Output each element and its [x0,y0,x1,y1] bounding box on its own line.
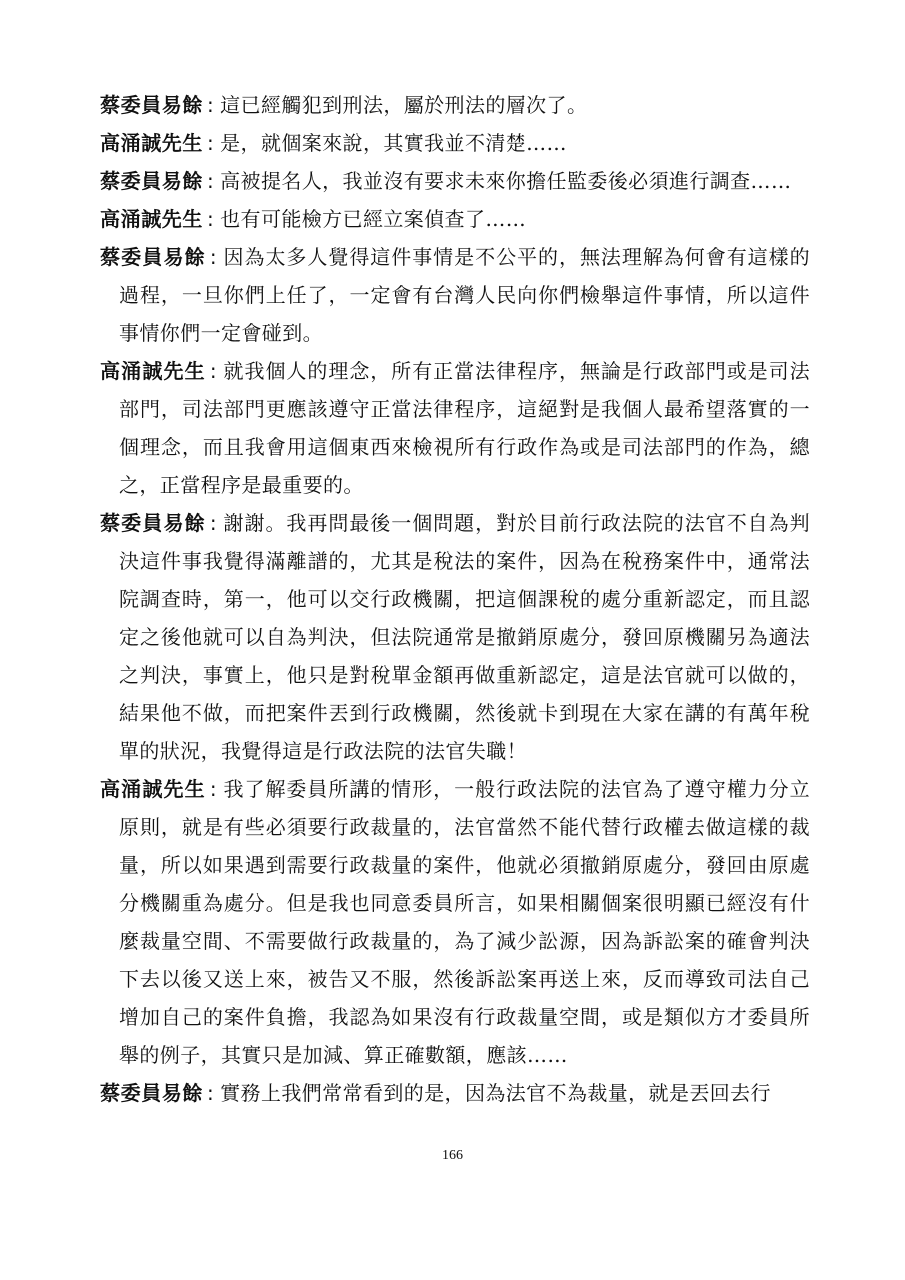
speaker-separator: : [209,245,217,269]
speaker-separator: : [207,131,215,155]
turn-text: 謝謝。我再問最後一個問題，對於目前行政法院的法官不自為判決這件事我覺得滿離譜的，尤其是稅法的案件，因為在稅務案件中，通常法院調查時，第一，他可以交行政機關，把這個課稅的處分重新認定，而且認定之後他就可以自為判決，但法院通常是撤銷原處分，發回原機關另為適法之判決，事實上，他只是對稅單金額再做重新認定，這是法官就可以做的，結果他不做，而把案件丟到行政機關，然後就卡到現在大家在講的有萬年稅單的狀況，我覺得這是行政法院的法官失職！ [119,511,810,763]
speaker-name: 高涌誠先生 [100,777,206,801]
speaker-separator: : [209,511,217,535]
turn-text: 就我個人的理念，所有正當法律程序，無論是行政部門或是司法部門，司法部門更應該遵守正當法律程序，這絕對是我個人最希望落實的一個理念，而且我會用這個東西來檢視所有行政作為或是司法部門的作為，總之，正當程序是最重要的。 [119,359,810,497]
transcript-turn [100,200,810,238]
turn-text: 實務上我們常常看到的是，因為法官不為裁量，就是丟回去行 [220,1081,771,1105]
transcript-body [100,86,810,1112]
speaker-separator: : [207,1081,215,1105]
speaker-separator: : [207,169,215,193]
speaker-name: 蔡委員易餘 [100,1081,203,1105]
speaker-name: 蔡委員易餘 [100,169,203,193]
speaker-name: 高涌誠先生 [100,207,203,231]
transcript-turn [100,352,810,504]
speaker-separator: : [207,207,215,231]
transcript-turn [100,86,810,124]
speaker-name: 蔡委員易餘 [100,511,206,535]
transcript-turn [100,124,810,162]
turn-text: 也有可能檢方已經立案偵查了…… [220,207,527,231]
transcript-turn [100,770,810,1074]
speaker-name: 高涌誠先生 [100,359,206,383]
turn-text: 我了解委員所講的情形，一般行政法院的法官為了遵守權力分立原則，就是有些必須要行政裁量的，法官當然不能代替行政權去做這樣的裁量，所以如果遇到需要行政裁量的案件，他就必須撤銷原處分，發回由原處分機關重為處分。但是我也同意委員所言，如果相關個案很明顯已經沒有什麼裁量空間、不需要做行政裁量的，為了減少訟源，因為訴訟案的確會判決下去以後又送上來，被告又不服，然後訴訟案再送上來，反而導致司法自己增加自己的案件負擔，我認為如果沒有行政裁量空間，或是類似方才委員所舉的例子，其實只是加減、算正確數額，應該…… [119,777,810,1067]
turn-text: 這已經觸犯到刑法，屬於刑法的層次了。 [220,93,588,117]
transcript-turn [100,238,810,352]
speaker-separator: : [207,93,215,117]
transcript-turn [100,504,810,770]
transcript-turn [100,1074,810,1112]
page-number: 166 [442,1148,463,1163]
turn-text: 是，就個案來說，其實我並不清楚…… [220,131,567,155]
turn-text: 高被提名人，我並沒有要求未來你擔任監委後必須進行調查…… [220,169,792,193]
speaker-name: 蔡委員易餘 [100,93,203,117]
speaker-separator: : [209,777,217,801]
speaker-name: 高涌誠先生 [100,131,203,155]
speaker-separator: : [209,359,217,383]
transcript-turn [100,162,810,200]
speaker-name: 蔡委員易餘 [100,245,206,269]
turn-text: 因為太多人覺得這件事情是不公平的，無法理解為何會有這樣的過程，一旦你們上任了，一定會有台灣人民向你們檢舉這件事情，所以這件事情你們一定會碰到。 [119,245,810,345]
